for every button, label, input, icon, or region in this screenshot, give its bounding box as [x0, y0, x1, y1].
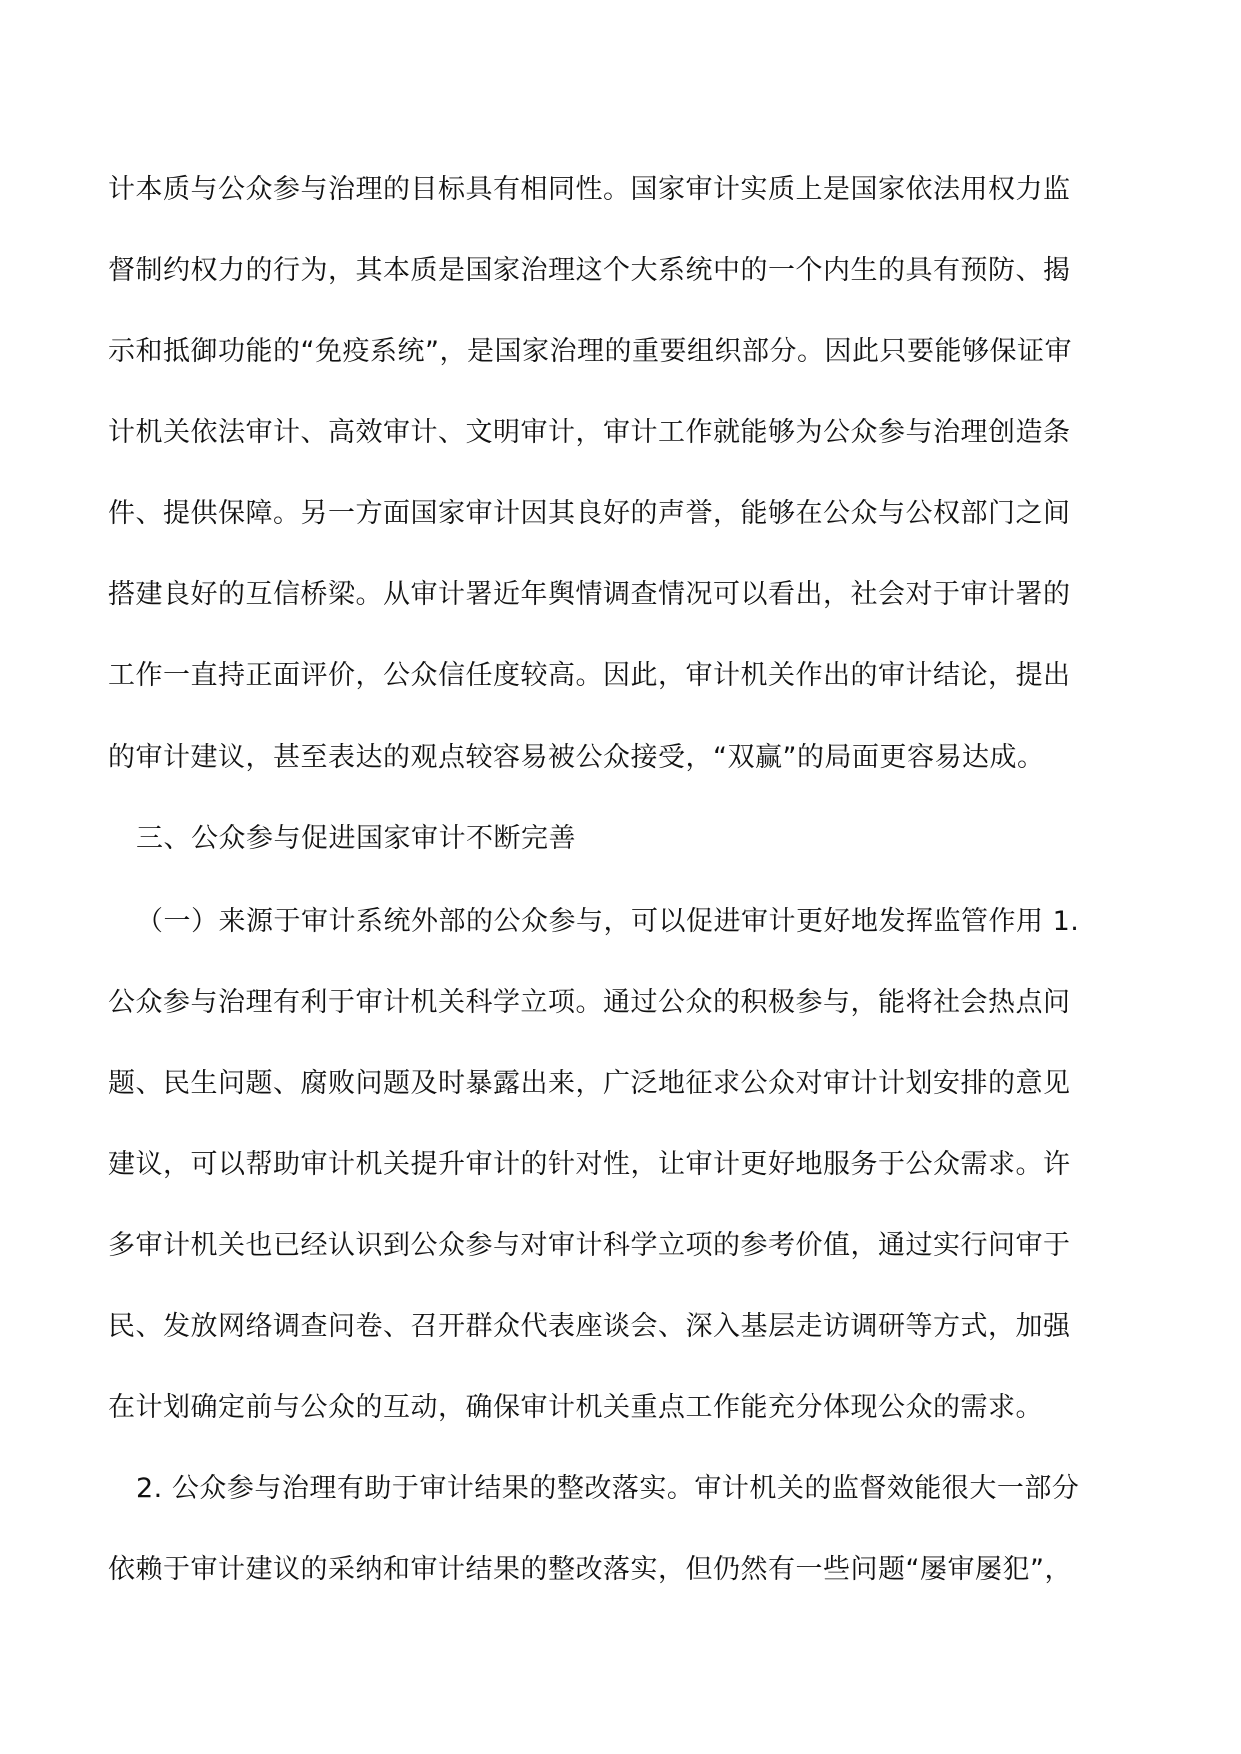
body-text-line: 工作一直持正面评价，公众信任度较高。因此，审计机关作出的审计结论，提出: [108, 660, 1071, 691]
body-text-line: 计机关依法审计、高效审计、文明审计，审计工作就能够为公众参与治理创造条: [108, 417, 1071, 448]
numbered-paragraph-start: 2. 公众参与治理有助于审计结果的整改落实。审计机关的监督效能很大一部分: [136, 1473, 1080, 1504]
body-text-line: 建议，可以帮助审计机关提升审计的针对性，让审计更好地服务于公众需求。许: [108, 1149, 1071, 1180]
body-text-line: 在计划确定前与公众的互动，确保审计机关重点工作能充分体现公众的需求。: [108, 1392, 1043, 1423]
body-text-line: 督制约权力的行为，其本质是国家治理这个大系统中的一个内生的具有预防、揭: [108, 255, 1071, 286]
body-text-line: 搭建良好的互信桥梁。从审计署近年舆情调查情况可以看出，社会对于审计署的: [108, 579, 1071, 610]
subsection-heading: （一）来源于审计系统外部的公众参与，可以促进审计更好地发挥监管作用 1.: [136, 906, 1080, 937]
body-text-line: 公众参与治理有利于审计机关科学立项。通过公众的积极参与，能将社会热点问: [108, 987, 1071, 1018]
body-text-line: 多审计机关也已经认识到公众参与对审计科学立项的参考价值，通过实行问审于: [108, 1230, 1071, 1261]
body-text-line: 依赖于审计建议的采纳和审计结果的整改落实，但仍然有一些问题“屡审屡犯”，: [108, 1554, 1072, 1585]
body-text-line: 示和抵御功能的“免疫系统”，是国家治理的重要组织部分。因此只要能够保证审: [108, 336, 1072, 367]
body-text-line: 题、民生问题、腐败问题及时暴露出来，广泛地征求公众对审计计划安排的意见: [108, 1068, 1071, 1099]
body-text-line: 件、提供保障。另一方面国家审计因其良好的声誉，能够在公众与公权部门之间: [108, 498, 1071, 529]
body-text-line: 民、发放网络调查问卷、召开群众代表座谈会、深入基层走访调研等方式，加强: [108, 1311, 1071, 1342]
section-heading: 三、公众参与促进国家审计不断完善: [136, 823, 576, 854]
body-text-line: 的审计建议，甚至表达的观点较容易被公众接受，“双赢”的局面更容易达成。: [108, 742, 1045, 773]
body-text-line: 计本质与公众参与治理的目标具有相同性。国家审计实质上是国家依法用权力监: [108, 174, 1071, 205]
